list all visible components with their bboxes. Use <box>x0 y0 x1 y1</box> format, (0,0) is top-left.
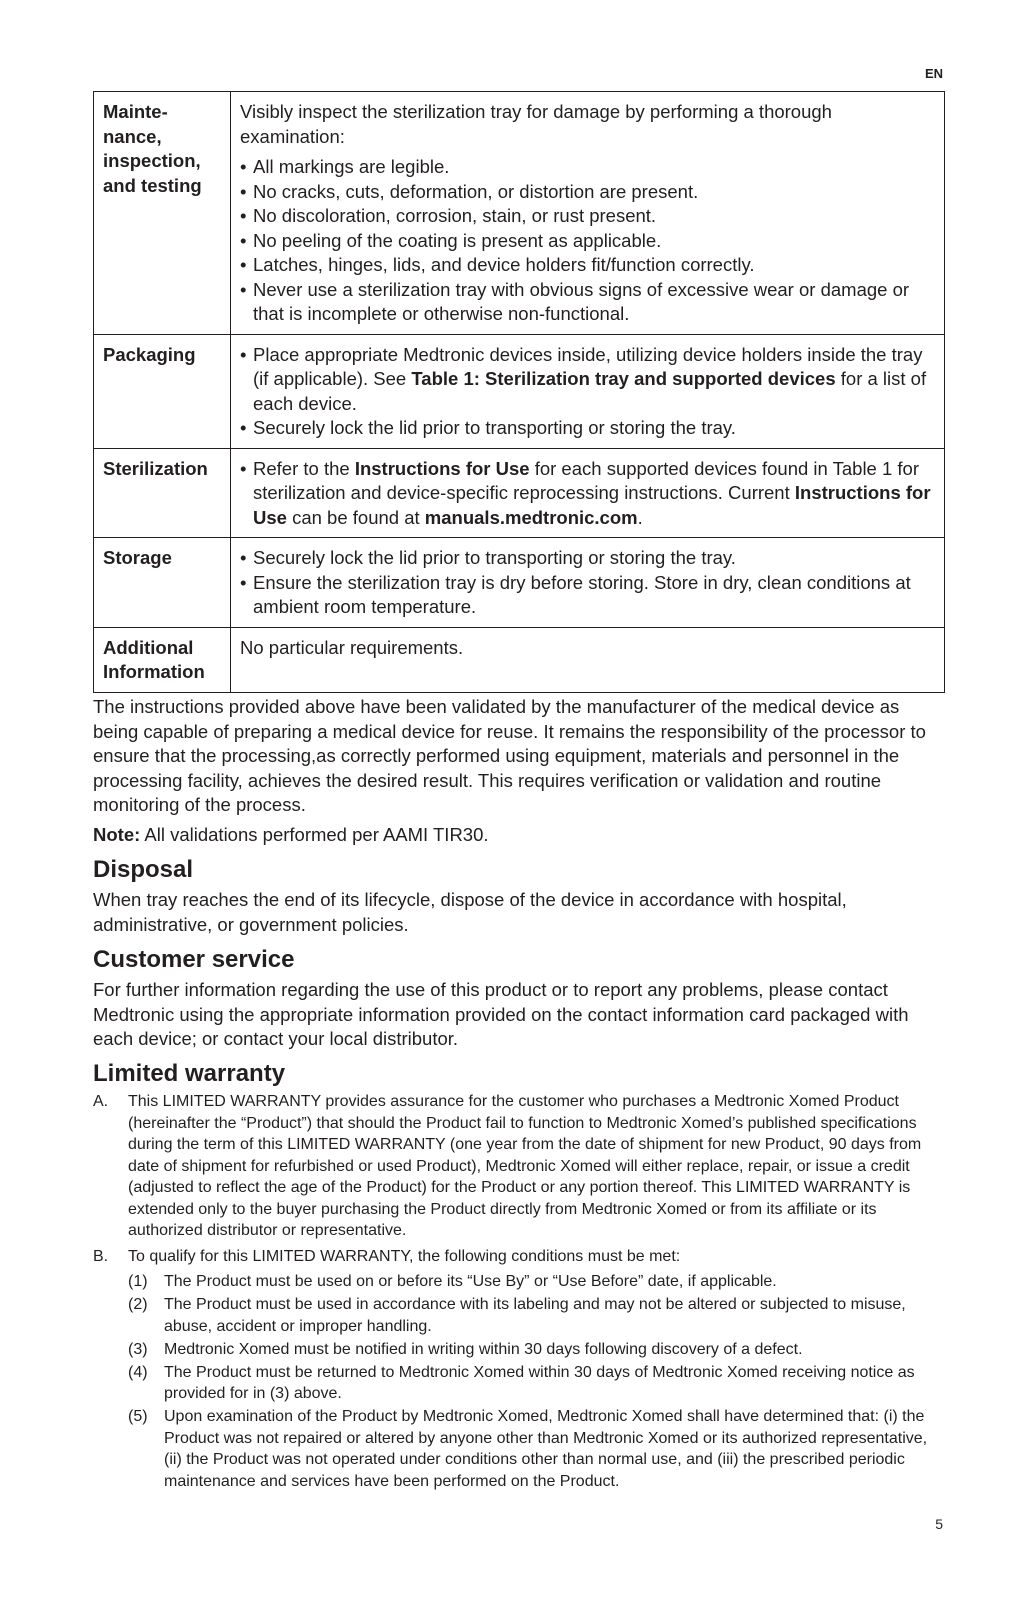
packaging-list <box>240 343 935 441</box>
page-number: 5 <box>935 1516 943 1532</box>
list-item: • Latches, hinges, lids, and device holders fit/function correctly. <box>240 253 935 278</box>
condition-text: Medtronic Xomed must be notified in writing within 30 days following discovery of a defect. <box>164 1340 803 1358</box>
note-paragraph <box>93 823 949 848</box>
table-row <box>94 627 945 692</box>
list-item: • No peeling of the coating is present as applicable. <box>240 229 935 254</box>
warranty-section <box>93 1091 949 1496</box>
condition-text: Upon examination of the Product by Medtronic Xomed, Medtronic Xomed shall have determined that: (i) the Product was not repaired or altered by anyone other than Medtronic Xomed or its authorized representative, (ii) the Product was not operated under conditions other than normal use, and (iii) the prescribed periodic maintenance and services have been performed on the Product. <box>164 1408 928 1490</box>
reprocessing-table <box>93 91 945 693</box>
row-head-packaging: Packaging <box>94 334 231 448</box>
table-row <box>94 538 945 628</box>
row-head-storage: Storage <box>94 538 231 628</box>
text-span: can be found at <box>286 506 425 528</box>
row-head-maintenance: Mainte- nance, inspection, and testing <box>94 92 231 335</box>
row-head-sterilization: Sterilization <box>94 448 231 538</box>
customer-service-paragraph: For further information regarding the use of this product or to report any problems, please contact Medtronic using the appropriate information provided on the contact information card packaged with each device; or contact your local distributor. <box>93 979 909 1049</box>
condition-text: The Product must be used on or before its “Use By” or “Use Before” date, if applicable. <box>164 1273 777 1290</box>
row-head-additional: Additional Information <box>94 627 231 692</box>
validation-paragraph <box>93 695 949 818</box>
list-item: • Never use a sterilization tray with obvious signs of excessive wear or damage or that is incomplete or otherwise non-functional. <box>240 278 935 327</box>
list-item: • Securely lock the lid prior to transporting or storing the tray. <box>240 416 935 441</box>
table-reference: Table 1: Sterilization tray and supported devices <box>411 368 836 389</box>
list-item: • All markings are legible. <box>240 155 935 180</box>
ifu-reference: Instructions for Use <box>354 457 530 479</box>
limited-warranty-heading: Limited warranty <box>93 1060 286 1087</box>
list-item: • No discoloration, corrosion, stain, or rust present. <box>240 204 935 229</box>
note-text: All validations performed per AAMI TIR30. <box>140 824 489 845</box>
list-item: • Ensure the sterilization tray is dry before storing. Store in dry, clean conditions at ambient room temperature. <box>240 571 935 620</box>
condition-item <box>128 1339 949 1361</box>
item-text: To qualify for this LIMITED WARRANTY, the following conditions must be met: <box>128 1247 681 1265</box>
warranty-item-a <box>93 1091 949 1242</box>
item-text: This LIMITED WARRANTY provides assurance for the customer who purchases a Medtronic Xomed Product (hereinafter the “Product”) that should the Product fail to function to Medtronic Xomed’s published specifications during the term of this LIMITED WARRANTY (one year from the date of shipment for new Product, 90 days from date of shipment for refurbished or used Product), Medtronic Xomed will either replace, repair, or issue a credit (adjusted to reflect the age of the Product) for the Product or any portion thereof. This LIMITED WARRANTY is extended only to the buyer purchasing the Product directly from Medtronic Xomed or from its affiliate or its authorized distributor or representative. <box>128 1093 922 1239</box>
row-body-storage <box>231 538 945 628</box>
condition-item <box>128 1406 949 1492</box>
text-span: . <box>637 506 643 528</box>
row-body-maintenance <box>231 92 945 335</box>
row-body-packaging <box>231 334 945 448</box>
list-item: • No cracks, cuts, deformation, or distortion are present. <box>240 180 935 205</box>
table-row <box>94 334 945 448</box>
customer-service-heading: Customer service <box>93 946 295 973</box>
text-span: for each supported devices found in Table 1 for sterilization and device-specific reprocessing instructions. Current <box>253 457 920 503</box>
note-label: Note: <box>93 824 141 845</box>
list-item <box>240 457 935 531</box>
condition-number: (5) <box>128 1408 148 1425</box>
condition-item <box>128 1362 949 1405</box>
condition-number: (3) <box>128 1340 148 1358</box>
row-body-sterilization <box>231 448 945 538</box>
text-span: Refer to the <box>253 457 355 479</box>
row-body-additional: No particular requirements. <box>231 627 945 692</box>
item-letter: B. <box>93 1247 109 1265</box>
conditions-list <box>128 1271 949 1492</box>
list-item <box>240 343 935 417</box>
maintenance-list <box>240 155 935 327</box>
table-row <box>94 92 945 335</box>
condition-item <box>128 1271 949 1293</box>
language-code: EN <box>924 66 943 81</box>
condition-item <box>128 1294 949 1337</box>
table-row <box>94 448 945 538</box>
list-item: • Securely lock the lid prior to transporting or storing the tray. <box>240 546 935 571</box>
disposal-paragraph: When tray reaches the end of its lifecycle, dispose of the device in accordance with hospital, administrative, or government policies. <box>93 889 847 935</box>
condition-text: The Product must be returned to Medtronic Xomed within 30 days of Medtronic Xomed receiving notice as provided for in (3) above. <box>164 1363 915 1402</box>
condition-number: (4) <box>128 1363 148 1381</box>
condition-text: The Product must be used in accordance with its labeling and may not be altered or subjected to misuse, abuse, accident or improper handling. <box>164 1296 906 1335</box>
item-letter: A. <box>93 1093 109 1110</box>
text-span: Place appropriate Medtronic devices inside, utilizing device holders inside the tray (if applicable). See <box>253 343 923 389</box>
paragraph-text: The instructions provided above have been validated by the manufacturer of the medical device as being capable of preparing a medical device for reuse. It remains the responsibility of the processor to ensure that the processing,as correctly performed using equipment, materials and personnel in the processing facility, achieves the desired result. This requires verification or validation and routine monitoring of the process. <box>93 696 926 815</box>
maintenance-intro: Visibly inspect the sterilization tray for damage by performing a thorough examination: <box>240 101 832 147</box>
disposal-heading: Disposal <box>93 856 194 883</box>
text-span: for a list of each device. <box>253 368 927 414</box>
sterilization-list <box>240 457 935 531</box>
ifu-reference: Instructions for Use <box>253 482 931 528</box>
manuals-link[interactable]: manuals.medtronic.com <box>424 506 638 528</box>
storage-list <box>240 546 935 620</box>
warranty-item-b <box>93 1246 949 1493</box>
condition-number: (1) <box>128 1273 148 1290</box>
condition-number: (2) <box>128 1296 148 1313</box>
